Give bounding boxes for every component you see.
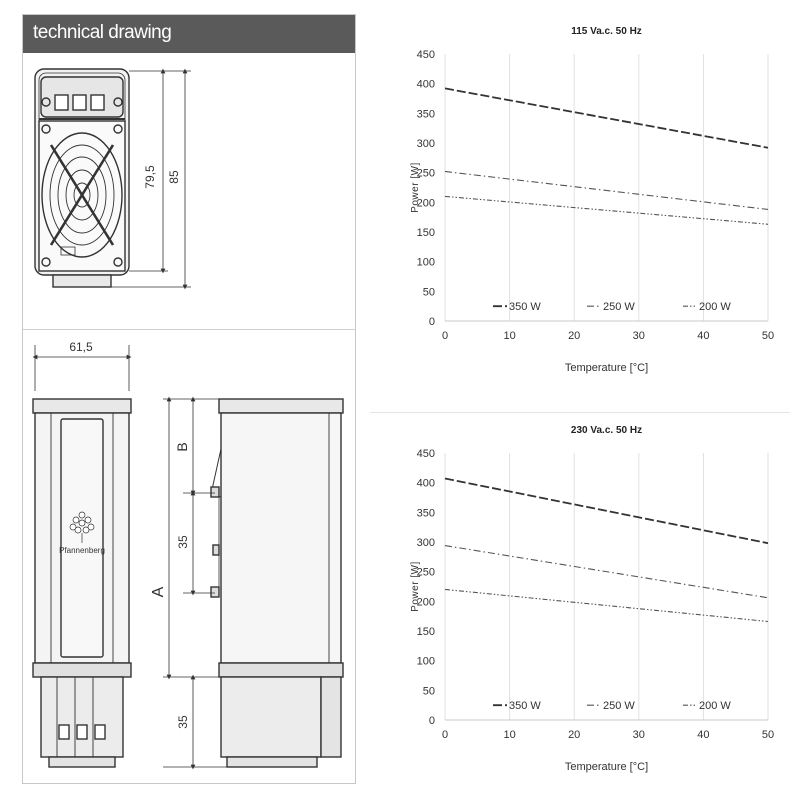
dim-front-inner-label: 79,5 xyxy=(143,165,157,189)
chart-115v xyxy=(370,14,790,394)
y-tick-label: 250 xyxy=(416,167,435,180)
side-view-front xyxy=(33,399,131,767)
dim-front-outer-label: 85 xyxy=(167,170,181,184)
x-tick-label: 40 xyxy=(697,330,710,342)
side-dimensions xyxy=(163,399,227,767)
terminal-1 xyxy=(55,95,68,110)
x-axis-label: Temperature [°C] xyxy=(564,761,649,773)
dim-a-label: A xyxy=(150,586,167,598)
legend-label: 250 W xyxy=(603,301,635,314)
y-tick-label: 0 xyxy=(428,715,435,727)
technical-drawing-panel xyxy=(22,14,356,784)
series-line xyxy=(445,479,768,544)
y-tick-label: 100 xyxy=(416,655,435,668)
legend-label: 200 W xyxy=(699,700,731,713)
legend-label: 350 W xyxy=(509,301,541,314)
series-line xyxy=(445,196,768,224)
series-line xyxy=(445,546,768,598)
y-tick-label: 250 xyxy=(416,566,435,579)
series-line xyxy=(445,88,768,147)
dim-bottom-label: 35 xyxy=(176,715,190,729)
dim-side-width-label: 61,5 xyxy=(69,340,93,354)
y-axis-label: Power [W] xyxy=(410,162,421,213)
x-tick-label: 40 xyxy=(697,729,710,741)
x-tick-label: 10 xyxy=(503,330,516,342)
x-tick-label: 20 xyxy=(568,330,581,342)
y-tick-label: 150 xyxy=(416,227,435,239)
front-view xyxy=(35,69,129,287)
series-line xyxy=(445,171,768,209)
chart-title: 115 Va.c. 50 Hz xyxy=(571,26,642,37)
x-tick-label: 10 xyxy=(503,729,516,741)
x-tick-label: 0 xyxy=(441,330,449,342)
x-tick-label: 30 xyxy=(632,330,645,342)
y-tick-label: 400 xyxy=(416,78,435,91)
x-tick-label: 30 xyxy=(632,729,645,741)
y-tick-label: 450 xyxy=(416,49,435,61)
lower-terminal-block xyxy=(41,677,123,757)
x-axis-label: Temperature [°C] xyxy=(564,362,649,374)
y-tick-label: 200 xyxy=(416,596,435,609)
y-tick-label: 350 xyxy=(416,507,435,520)
x-tick-label: 20 xyxy=(568,729,581,741)
chart-230v xyxy=(370,412,790,793)
x-tick-label: 50 xyxy=(761,729,775,741)
y-tick-label: 200 xyxy=(416,197,435,210)
y-tick-label: 150 xyxy=(416,626,435,638)
dim-mid-label: 35 xyxy=(176,535,190,549)
logo-text: Pfannenberg xyxy=(59,546,105,555)
x-tick-label: 0 xyxy=(441,729,449,741)
series-line xyxy=(445,589,768,621)
panel-title: technical drawing xyxy=(33,22,172,43)
y-tick-label: 400 xyxy=(416,477,435,490)
y-tick-label: 350 xyxy=(416,108,435,121)
terminal-2 xyxy=(73,95,86,110)
x-tick-label: 50 xyxy=(761,330,775,342)
technical-drawing xyxy=(23,15,357,785)
y-tick-label: 300 xyxy=(416,138,435,150)
y-tick-label: 100 xyxy=(416,256,435,269)
dim-b-label: B xyxy=(174,442,190,452)
terminal-3 xyxy=(91,95,104,110)
legend-label: 200 W xyxy=(699,301,731,314)
legend-label: 250 W xyxy=(603,700,635,713)
side-view-profile xyxy=(211,399,343,767)
y-tick-label: 300 xyxy=(416,537,435,549)
legend-label: 350 W xyxy=(509,700,541,713)
chart-115v-svg xyxy=(370,14,790,394)
y-tick-label: 0 xyxy=(428,316,435,328)
chart-title: 230 Va.c. 50 Hz xyxy=(570,425,643,436)
y-tick-label: 50 xyxy=(422,685,435,698)
y-axis-label: Power [W] xyxy=(410,561,421,612)
y-tick-label: 50 xyxy=(422,286,435,299)
chart-230v-svg xyxy=(370,413,790,793)
y-tick-label: 450 xyxy=(416,448,435,460)
